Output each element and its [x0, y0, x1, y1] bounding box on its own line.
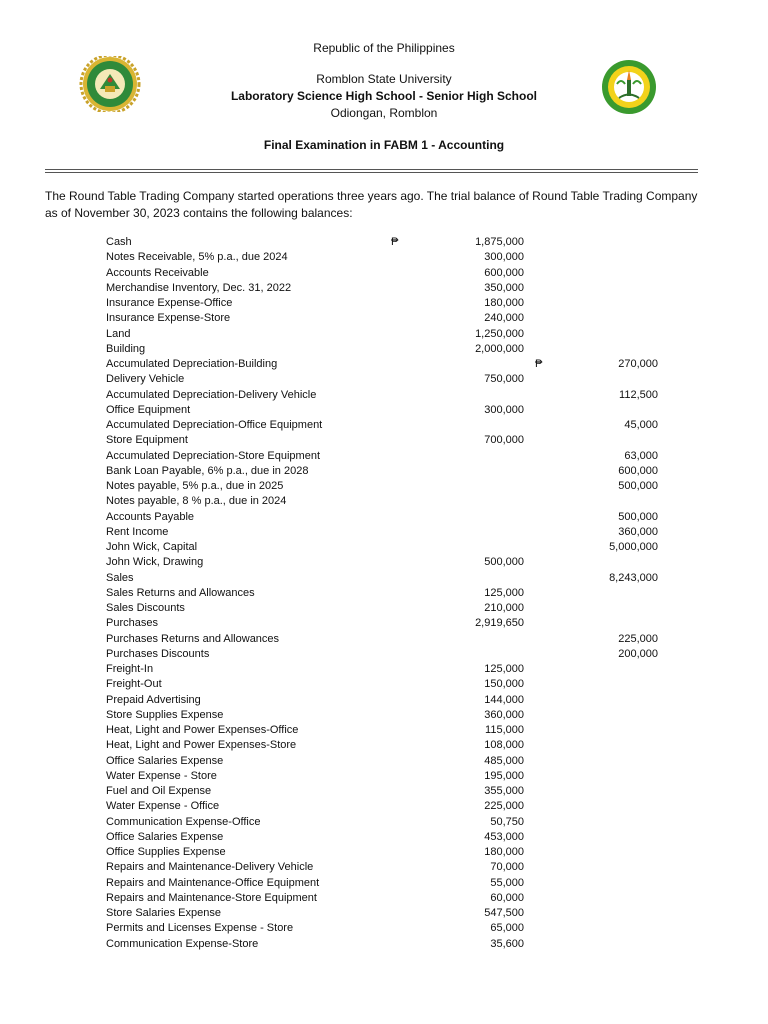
account-name: Accumulated Depreciation-Delivery Vehicle [106, 388, 317, 401]
account-row [0, 677, 768, 692]
debit-amount: 115,000 [485, 724, 524, 736]
credit-amount: 5,000,000 [609, 541, 658, 553]
account-name: Purchases Discounts [106, 647, 210, 660]
credit-amount: 500,000 [618, 510, 658, 523]
account-row [0, 388, 768, 403]
account-name: Sales Discounts [106, 602, 185, 614]
account-name: Rent Income [106, 525, 169, 538]
credit-amount: 225,000 [618, 632, 658, 645]
school-location: Odiongan, Romblon [330, 106, 438, 120]
debit-amount: 485,000 [484, 754, 524, 767]
account-name: Permits and Licenses Expense - Store [106, 922, 294, 935]
account-row [0, 433, 768, 448]
debit-amount: 180,000 [484, 297, 524, 309]
account-row [0, 342, 768, 357]
account-row [0, 708, 768, 723]
credit-amount: 112,500 [619, 388, 658, 401]
debit-amount: 125,000 [484, 586, 524, 599]
account-row [0, 769, 768, 784]
debit-amount: 50,750 [490, 815, 524, 828]
credit-amount: 63,000 [624, 449, 658, 462]
debit-amount: 2,000,000 [475, 342, 524, 355]
account-row [0, 494, 768, 509]
account-row [0, 723, 768, 738]
debit-amount: 453,000 [484, 830, 524, 843]
account-row [0, 449, 768, 464]
credit-amount: 600,000 [618, 464, 658, 477]
account-name: Water Expense - Store [106, 769, 217, 782]
intro-paragraph: The Round Table Trading Company started operations three years ago. The trial balance of Round Table Trading Company as of November 30, 2023 contains the following balances: [45, 189, 698, 220]
debit-amount: 1,250,000 [475, 327, 524, 340]
debit-amount: 210,000 [484, 602, 524, 614]
account-name: Accumulated Depreciation-Office Equipment [106, 419, 323, 431]
account-name: Accounts Receivable [106, 266, 209, 279]
account-name: Office Salaries Expense [106, 830, 224, 843]
account-name: Insurance Expense-Office [106, 297, 233, 309]
account-row [0, 815, 768, 830]
account-row [0, 235, 768, 250]
debit-amount: 70,000 [490, 861, 524, 874]
debit-amount: 600,000 [484, 266, 524, 279]
account-name: Accumulated Depreciation-Store Equipment [106, 449, 321, 462]
account-row [0, 540, 768, 555]
account-row [0, 357, 768, 372]
account-name: Store Salaries Expense [106, 907, 221, 919]
debit-amount: 60,000 [490, 891, 524, 904]
account-row [0, 845, 768, 860]
account-name: Bank Loan Payable, 6% p.a., due in 2028 [106, 464, 309, 477]
account-row [0, 891, 768, 906]
account-name: Purchases [106, 617, 158, 630]
account-name: Fuel and Oil Expense [106, 785, 212, 797]
account-row [0, 662, 768, 677]
account-name: Communication Expense-Store [106, 937, 259, 950]
university-name: Romblon State University [316, 72, 452, 86]
debit-amount: 55,000 [490, 876, 524, 889]
account-name: John Wick, Drawing [106, 556, 204, 569]
account-name: Insurance Expense-Store [106, 312, 231, 325]
account-row [0, 479, 768, 494]
credit-amount: 270,000 [618, 358, 658, 370]
account-row [0, 876, 768, 891]
account-row [0, 647, 768, 662]
debit-amount: 750,000 [484, 373, 524, 386]
account-name: Notes Receivable, 5% p.a., due 2024 [106, 251, 288, 264]
account-name: Building [106, 342, 146, 355]
debit-amount: 360,000 [484, 708, 524, 721]
debit-amount: 65,000 [490, 922, 524, 935]
account-row [0, 372, 768, 387]
credit-amount: 8,243,000 [609, 571, 658, 584]
account-row [0, 403, 768, 418]
debit-amount: 125,000 [484, 663, 524, 675]
account-row [0, 601, 768, 616]
account-name: Store Equipment [106, 434, 188, 447]
account-row [0, 266, 768, 281]
debit-amount: 225,000 [484, 800, 524, 813]
account-name: John Wick, Capital [106, 541, 198, 553]
debit-amount: 2,919,650 [475, 617, 524, 630]
account-row [0, 281, 768, 296]
exam-title: Final Examination in FABM 1 - Accounting [263, 138, 505, 152]
account-name: Sales [106, 571, 134, 584]
debit-amount: 700,000 [484, 434, 524, 447]
credit-amount: 360,000 [618, 525, 658, 538]
header-divider-top [45, 169, 698, 170]
credit-amount: 200,000 [618, 647, 658, 660]
debit-amount: 108,000 [484, 739, 524, 752]
account-name: Office Equipment [106, 403, 191, 416]
debit-amount: 500,000 [484, 556, 524, 569]
debit-amount: 35,600 [490, 937, 524, 950]
account-name: Heat, Light and Power Expenses-Office [106, 724, 299, 736]
account-name: Communication Expense-Office [106, 815, 261, 828]
debit-amount: 144,000 [484, 693, 524, 706]
account-name: Purchases Returns and Allowances [106, 632, 280, 645]
debit-amount: 300,000 [484, 403, 524, 416]
account-row [0, 571, 768, 586]
account-row [0, 327, 768, 342]
account-name: Heat, Light and Power Expenses-Store [106, 739, 297, 752]
account-row [0, 250, 768, 265]
account-row [0, 418, 768, 433]
account-row [0, 906, 768, 921]
account-name: Prepaid Advertising [106, 693, 201, 706]
account-name: Delivery Vehicle [106, 373, 185, 386]
debit-amount: 547,500 [484, 907, 524, 919]
account-name: Cash [106, 236, 132, 248]
republic-line: Republic of the Philippines [313, 41, 455, 55]
account-row [0, 586, 768, 601]
account-name: Repairs and Maintenance-Store Equipment [106, 891, 317, 904]
debit-amount: 355,000 [484, 785, 524, 797]
account-row [0, 464, 768, 479]
account-name: Notes payable, 8 % p.a., due in 2024 [106, 495, 287, 508]
account-row [0, 830, 768, 845]
debit-amount: 300,000 [484, 251, 524, 264]
credit-amount: 45,000 [624, 419, 658, 431]
account-row [0, 860, 768, 875]
account-row [0, 311, 768, 326]
account-name: Accumulated Depreciation-Building [106, 358, 278, 370]
account-name: Accounts Payable [106, 510, 195, 523]
debit-amount: 1,875,000 [475, 236, 524, 248]
account-name: Freight-In [106, 663, 154, 675]
account-name: Store Supplies Expense [106, 708, 224, 721]
debit-amount: 180,000 [484, 846, 524, 858]
account-row [0, 525, 768, 540]
account-row [0, 296, 768, 311]
account-row [0, 693, 768, 708]
account-name: Freight-Out [106, 678, 162, 691]
account-row [0, 632, 768, 647]
account-row [0, 784, 768, 799]
account-row [0, 937, 768, 952]
account-name: Merchandise Inventory, Dec. 31, 2022 [106, 281, 292, 294]
account-row [0, 616, 768, 631]
account-row [0, 555, 768, 570]
debit-amount: 240,000 [484, 312, 524, 325]
school-name: Laboratory Science High School - Senior High School [230, 89, 538, 103]
account-row [0, 921, 768, 936]
debit-amount: 350,000 [484, 281, 524, 294]
account-name: Notes payable, 5% p.a., due in 2025 [106, 480, 284, 492]
header-divider-bottom [45, 172, 698, 173]
account-name: Sales Returns and Allowances [106, 586, 255, 599]
account-name: Repairs and Maintenance-Office Equipment [106, 876, 320, 889]
account-row [0, 799, 768, 814]
account-name: Land [106, 327, 131, 340]
account-name: Water Expense - Office [106, 800, 220, 813]
trial-balance-table [0, 235, 768, 952]
peso-sign-debit: ₱ [391, 236, 399, 248]
debit-amount: 150,000 [484, 678, 524, 691]
account-row [0, 510, 768, 525]
account-row [0, 754, 768, 769]
account-name: Office Supplies Expense [106, 846, 226, 858]
account-name: Repairs and Maintenance-Delivery Vehicle [106, 861, 314, 874]
account-row [0, 738, 768, 753]
account-name: Office Salaries Expense [106, 754, 224, 767]
peso-sign-credit: ₱ [535, 358, 543, 370]
debit-amount: 195,000 [484, 769, 524, 782]
credit-amount: 500,000 [618, 480, 658, 492]
